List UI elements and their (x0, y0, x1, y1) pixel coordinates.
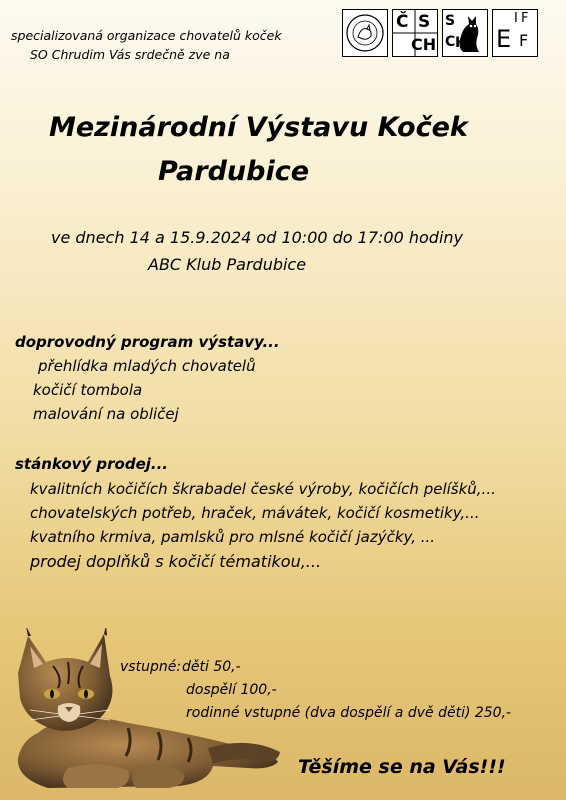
logo-letter: E (496, 25, 512, 53)
page-title-city: Pardubice (158, 156, 310, 187)
fife-logo (492, 9, 538, 57)
csch-logo (392, 9, 438, 57)
event-venue: ABC Klub Pardubice (148, 255, 307, 274)
sales-item: kvatního krmiva, pamlsků pro mlsné kočičí jazýčky, ... (30, 528, 436, 546)
logo-letter: I (514, 11, 518, 26)
admission-adults: dospělí 100,- (186, 682, 277, 698)
logo-group (342, 9, 538, 57)
sales-item: kvalitních kočičích škrabadel české výroby, kočičích pelíšků,... (30, 480, 496, 498)
logo-letter: C (445, 34, 456, 50)
logo-letter: F (519, 31, 529, 50)
logo-letter: F (521, 11, 529, 26)
program-item: přehlídka mladých chovatelů (38, 357, 256, 375)
csch-so-chrudim-logo (342, 9, 388, 57)
sales-heading: stánkový prodej... (15, 455, 169, 473)
csch-cat-logo (442, 9, 488, 57)
page-title: Mezinárodní Výstavu Koček (49, 112, 468, 143)
program-heading: doprovodný program výstavy... (15, 333, 280, 351)
program-item: kočičí tombola (33, 381, 143, 399)
logo-letter: H (455, 35, 467, 51)
sales-item: chovatelských potřeb, hraček, mávátek, kočičí kosmetiky,... (30, 504, 480, 522)
logo-letter: S (445, 13, 456, 29)
invitation-line: SO Chrudim Vás srdečně zve na (30, 47, 230, 62)
logo-letter: S (418, 12, 431, 32)
event-dates: ve dnech 14 a 15.9.2024 od 10:00 do 17:00 hodiny (51, 228, 464, 247)
sales-item: prodej doplňků s kočičí tématikou,... (30, 552, 322, 571)
program-item: malování na obličej (33, 405, 179, 423)
closing-greeting: Těšíme se na Vás!!! (298, 756, 506, 778)
admission-family: rodinné vstupné (dva dospělí a dvě děti) 250,- (186, 705, 512, 721)
organizer-line: specializovaná organizace chovatelů koček (11, 28, 282, 43)
logo-letter: CH (411, 35, 437, 54)
admission-label: vstupné: (120, 659, 182, 675)
logo-letter: Č (396, 12, 409, 32)
admission-children: děti 50,- (182, 659, 241, 675)
